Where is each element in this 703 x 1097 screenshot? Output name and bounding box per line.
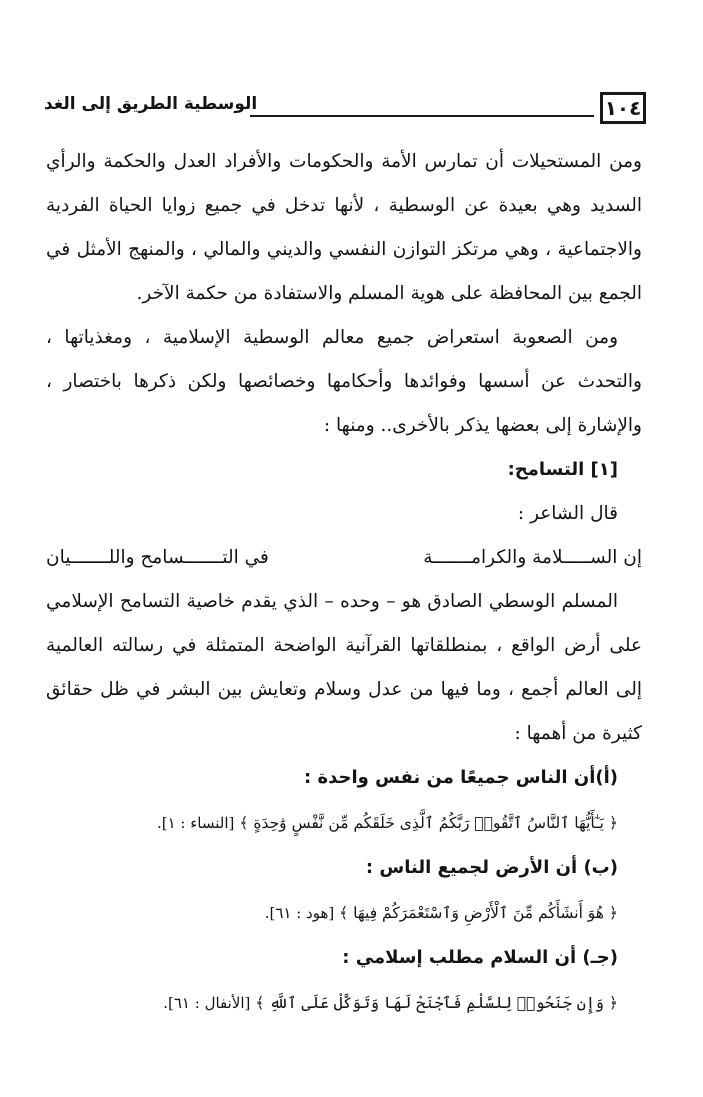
- verse-reference: [هود : ٦١].: [264, 904, 335, 922]
- point-heading: (أ)أن الناس جميعًا من نفس واحدة :: [304, 767, 618, 788]
- poem-verse: [46, 536, 642, 580]
- header-rule: [250, 115, 594, 117]
- verse-reference: [النساء : ١].: [156, 814, 235, 832]
- poem-second-hemistich: في التـــــــسامح واللـــــــيان: [46, 547, 269, 568]
- quran-verse: [46, 980, 642, 1026]
- verse-reference: [الأنفال : ٦١].: [163, 994, 251, 1012]
- poem-first-hemistich: إن الســـــلامة والكرامـــــــة: [423, 547, 642, 568]
- point-heading: (ب) أن الأرض لجميع الناس :: [365, 857, 618, 878]
- page-body: [46, 140, 642, 1026]
- quran-verse: [46, 890, 642, 936]
- point-heading: (جـ) أن السلام مطلب إسلامي :: [342, 947, 618, 968]
- running-title: الوسطية الطريق إلى الغد: [44, 94, 258, 114]
- poet-intro: قال الشاعر :: [517, 503, 618, 524]
- verse-text: ﴿ وَإِن جَنَحُوا۟ لِلسَّلْمِ فَٱجْنَحْ لَهَا وَتَوَكَّلْ عَلَى ٱللَّهِ ﴾: [255, 994, 618, 1012]
- quran-verse: [46, 800, 642, 846]
- section-heading: [١] التسامح:: [507, 459, 618, 480]
- paragraph: ومن الصعوبة استعراض جميع معالم الوسطية الإسلامية ، ومغذياتها ، والتحدث عن أسسها وفوائدها وأحكامها وخصائصها ولكن ذكرها باختصار ، والإشارة إلى بعضها يذكر بالأخرى.. ومنها :: [46, 327, 642, 436]
- page-number: ١٠٤: [600, 92, 646, 124]
- paragraph: المسلم الوسطي الصادق هو – وحده – الذي يقدم خاصية التسامح الإسلامي على أرض الواقع ، بمنطلقاتها القرآنية الواضحة المتمثلة في رسالته العالمية إلى العالم أجمع ، وما فيها من عدل وسلام وتعايش بين البشر في ظل حقائق كثيرة من أهمها :: [46, 591, 642, 744]
- verse-text: ﴿ يَـٰٓأَيُّهَا ٱلنَّاسُ ٱتَّقُوا۟ رَبَّكُمُ ٱلَّذِى خَلَقَكُم مِّن نَّفْسٍ وَٰحِدَةٍ ﴾: [239, 814, 618, 832]
- paragraph: ومن المستحيلات أن تمارس الأمة والحكومات والأفراد العدل والحكمة والرأي السديد وهي بعيدة عن الوسطية ، لأنها تدخل في جميع زوايا الحياة الفردية والاجتماعية ، وهي مرتكز التوازن النفسي والديني والمالي ، والمنهج الأمثل في الجمع بين المحافظة على هوية المسلم والاستفادة من حكمة الآخر.: [46, 151, 642, 304]
- page-header: [44, 88, 646, 132]
- verse-text: ﴿ هُوَ أَنشَأَكُم مِّنَ ٱلْأَرْضِ وَٱسْتَعْمَرَكُمْ فِيهَا ﴾: [339, 904, 618, 922]
